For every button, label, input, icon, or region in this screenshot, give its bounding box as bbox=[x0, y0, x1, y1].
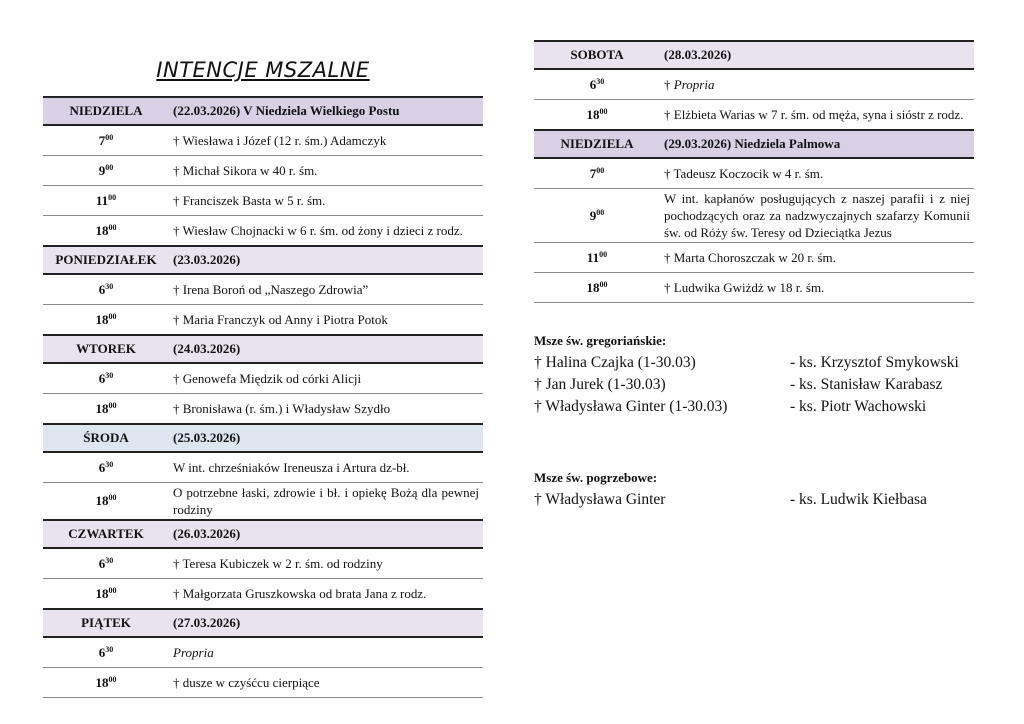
mass-row bbox=[43, 274, 483, 305]
mass-list-item bbox=[534, 396, 974, 418]
mass-row bbox=[43, 579, 483, 610]
mass-minutes: 00 bbox=[599, 106, 608, 116]
mass-hour: 18 bbox=[586, 279, 600, 295]
day-header bbox=[43, 424, 483, 452]
gregorian-masses-section bbox=[534, 333, 974, 418]
mass-intention: † Franciszek Basta w 5 r. śm. bbox=[173, 193, 326, 208]
mass-minutes: 00 bbox=[105, 132, 114, 142]
day-header bbox=[43, 609, 483, 637]
mass-time bbox=[43, 483, 169, 521]
mass-hour: 6 bbox=[98, 459, 106, 475]
mass-intention: † Ludwika Gwiżdż w 18 r. śm. bbox=[664, 280, 825, 295]
intentions-table-right bbox=[534, 40, 974, 303]
mass-intention: O potrzebne łaski, zdrowie i bł. i opiekę Bożą dla pewnej rodziny bbox=[173, 485, 479, 517]
mass-list-item bbox=[534, 352, 974, 374]
priest-name: - ks. Stanisław Karabasz bbox=[790, 376, 943, 393]
mass-row bbox=[43, 125, 483, 156]
intentions-table-left bbox=[43, 96, 483, 698]
mass-hour: 9 bbox=[589, 207, 597, 223]
day-name: SOBOTA bbox=[534, 41, 660, 69]
deceased-name: † Halina Czajka (1-30.03) bbox=[534, 354, 696, 371]
day-header bbox=[43, 97, 483, 125]
mass-row bbox=[534, 69, 974, 100]
mass-hour: 6 bbox=[98, 644, 106, 660]
mass-row bbox=[43, 216, 483, 247]
mass-minutes: 30 bbox=[105, 459, 114, 469]
mass-minutes: 00 bbox=[596, 165, 605, 175]
mass-intention: W int. kapłanów posługujących z naszej parafii i z niej pochodzących oraz za nadzwyczajnych szafarzy Komunii św. od Róży św. Teresy od Dzieciątka Jezus bbox=[664, 191, 970, 240]
priest-name: - ks. Krzysztof Smykowski bbox=[790, 354, 959, 371]
mass-hour: 18 bbox=[95, 400, 109, 416]
mass-minutes: 00 bbox=[108, 192, 117, 202]
mass-hour: 18 bbox=[95, 585, 109, 601]
day-name: ŚRODA bbox=[43, 424, 169, 452]
mass-minutes: 00 bbox=[108, 222, 117, 232]
mass-time bbox=[534, 158, 660, 189]
mass-row bbox=[534, 189, 974, 243]
day-date: (23.03.2026) bbox=[169, 246, 483, 274]
mass-minutes: 00 bbox=[599, 279, 608, 289]
deceased-name: † Władysława Ginter (1-30.03) bbox=[534, 398, 728, 415]
mass-time bbox=[534, 189, 660, 243]
mass-time bbox=[43, 305, 169, 336]
day-name: CZWARTEK bbox=[43, 520, 169, 548]
mass-time bbox=[534, 273, 660, 303]
mass-intention: † Marta Choroszczak w 20 r. śm. bbox=[664, 250, 836, 265]
mass-row bbox=[43, 548, 483, 579]
mass-hour: 18 bbox=[586, 106, 600, 122]
day-header bbox=[43, 335, 483, 363]
mass-time bbox=[43, 274, 169, 305]
page-title: INTENCJE MSZALNE bbox=[156, 58, 370, 82]
day-name: NIEDZIELA bbox=[534, 130, 660, 158]
mass-intention: † Wiesław Chojnacki w 6 r. śm. od żony i dzieci z rodz. bbox=[173, 223, 463, 238]
mass-intention: † Genowefa Międzik od córki Alicji bbox=[173, 371, 362, 386]
mass-intention: † Irena Boroń od „Naszego Zdrowia” bbox=[173, 282, 369, 297]
mass-time bbox=[534, 100, 660, 131]
mass-time bbox=[43, 156, 169, 186]
mass-row bbox=[534, 100, 974, 131]
mass-minutes: 30 bbox=[105, 644, 114, 654]
day-header bbox=[43, 246, 483, 274]
mass-time bbox=[43, 394, 169, 425]
mass-minutes: 00 bbox=[108, 311, 117, 321]
day-header bbox=[534, 41, 974, 69]
day-date: (29.03.2026) Niedziela Palmowa bbox=[660, 130, 974, 158]
mass-hour: 9 bbox=[98, 162, 106, 178]
day-header bbox=[534, 130, 974, 158]
mass-row bbox=[43, 186, 483, 216]
mass-hour: 18 bbox=[95, 493, 109, 508]
mass-time bbox=[43, 363, 169, 394]
deceased-name: † Władysława Ginter bbox=[534, 491, 666, 508]
mass-row bbox=[43, 156, 483, 186]
mass-intention: † Maria Franczyk od Anny i Piotra Potok bbox=[173, 312, 388, 327]
day-date: (26.03.2026) bbox=[169, 520, 483, 548]
mass-row bbox=[43, 668, 483, 698]
mass-row bbox=[43, 452, 483, 483]
mass-list-item bbox=[534, 489, 974, 511]
mass-intention: † dusze w czyśćcu cierpiące bbox=[173, 675, 320, 690]
priest-name: - ks. Ludwik Kiełbasa bbox=[790, 491, 927, 508]
mass-hour: 6 bbox=[589, 76, 597, 92]
mass-row bbox=[534, 243, 974, 273]
day-date: (25.03.2026) bbox=[169, 424, 483, 452]
mass-hour: 18 bbox=[95, 674, 109, 690]
mass-intention: Propria bbox=[173, 645, 214, 660]
mass-time bbox=[43, 216, 169, 247]
mass-intention: W int. chrześniaków Ireneusza i Artura dz-bł. bbox=[173, 460, 410, 475]
mass-row bbox=[43, 394, 483, 425]
mass-minutes: 00 bbox=[596, 207, 605, 217]
mass-hour: 11 bbox=[586, 249, 600, 265]
mass-row bbox=[43, 637, 483, 668]
mass-row bbox=[43, 305, 483, 336]
day-name: PIĄTEK bbox=[43, 609, 169, 637]
funeral-title: Msze św. pogrzebowe: bbox=[534, 470, 658, 485]
mass-time bbox=[534, 243, 660, 273]
mass-minutes: 00 bbox=[108, 493, 117, 502]
mass-minutes: 30 bbox=[596, 76, 605, 86]
funeral-masses-section bbox=[534, 470, 974, 511]
mass-minutes: 00 bbox=[105, 162, 114, 172]
mass-hour: 6 bbox=[98, 281, 106, 297]
mass-row bbox=[534, 158, 974, 189]
mass-minutes: 00 bbox=[599, 249, 608, 259]
mass-time bbox=[43, 548, 169, 579]
mass-intention: † Elżbieta Warias w 7 r. śm. od męża, syna i sióstr z rodz. bbox=[664, 107, 964, 122]
mass-hour: 6 bbox=[98, 555, 106, 571]
day-date: (27.03.2026) bbox=[169, 609, 483, 637]
day-name: WTOREK bbox=[43, 335, 169, 363]
mass-time bbox=[43, 579, 169, 610]
deceased-name: † Jan Jurek (1-30.03) bbox=[534, 376, 666, 393]
mass-intention: † Michał Sikora w 40 r. śm. bbox=[173, 163, 318, 178]
mass-hour: 18 bbox=[95, 222, 109, 238]
mass-intention: † Teresa Kubiczek w 2 r. śm. od rodziny bbox=[173, 556, 383, 571]
mass-hour: 7 bbox=[98, 132, 106, 148]
mass-time bbox=[43, 452, 169, 483]
mass-minutes: 00 bbox=[108, 674, 117, 684]
mass-time bbox=[43, 186, 169, 216]
day-header bbox=[43, 520, 483, 548]
mass-list-item bbox=[534, 374, 974, 396]
mass-time bbox=[43, 637, 169, 668]
mass-row bbox=[534, 273, 974, 303]
mass-intention: † Bronisława (r. śm.) i Władysław Szydło bbox=[173, 401, 391, 416]
mass-hour: 6 bbox=[98, 370, 106, 386]
mass-time bbox=[534, 69, 660, 100]
mass-minutes: 00 bbox=[108, 585, 117, 595]
mass-minutes: 00 bbox=[108, 400, 117, 410]
mass-intention: Propria bbox=[673, 77, 715, 92]
left-column bbox=[43, 52, 483, 698]
mass-row bbox=[43, 363, 483, 394]
mass-minutes: 30 bbox=[105, 281, 114, 291]
mass-intention: † Tadeusz Koczocik w 4 r. śm. bbox=[664, 166, 824, 181]
day-date: (24.03.2026) bbox=[169, 335, 483, 363]
mass-intention: † Wiesława i Józef (12 r. śm.) Adamczyk bbox=[173, 133, 387, 148]
mass-prefix: † bbox=[664, 77, 674, 92]
day-name: NIEDZIELA bbox=[43, 97, 169, 125]
mass-hour: 18 bbox=[95, 311, 109, 327]
day-date: (28.03.2026) bbox=[660, 41, 974, 69]
mass-minutes: 30 bbox=[105, 555, 114, 565]
day-date: (22.03.2026) V Niedziela Wielkiego Postu bbox=[169, 97, 483, 125]
mass-hour: 7 bbox=[589, 165, 597, 181]
mass-time bbox=[43, 125, 169, 156]
mass-row bbox=[43, 483, 483, 521]
right-column bbox=[534, 40, 974, 511]
mass-minutes: 30 bbox=[105, 370, 114, 380]
day-name: PONIEDZIAŁEK bbox=[43, 246, 169, 274]
gregorian-title: Msze św. gregoriańskie: bbox=[534, 333, 667, 348]
mass-hour: 11 bbox=[95, 192, 109, 208]
priest-name: - ks. Piotr Wachowski bbox=[790, 398, 927, 415]
mass-time bbox=[43, 668, 169, 698]
mass-intention: † Małgorzata Gruszkowska od brata Jana z rodz. bbox=[173, 586, 427, 601]
